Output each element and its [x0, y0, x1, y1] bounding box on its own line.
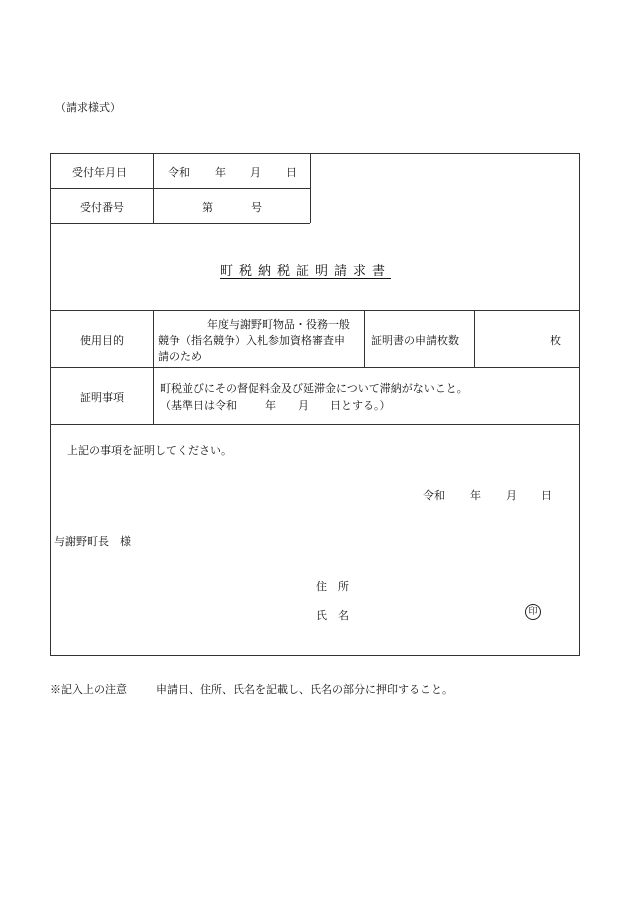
address-label: 住 所	[316, 580, 349, 593]
reception-date-label: 受付年月日	[72, 166, 127, 179]
reception-number-suffix: 号	[251, 201, 262, 214]
certification-line-2-year: 年	[265, 399, 276, 412]
reception-date-month: 月	[250, 166, 261, 179]
request-date-era: 令和	[423, 489, 445, 502]
purpose-line-2: 競争（指名競争）入札参加資格審査申	[158, 334, 345, 347]
purpose-label: 使用目的	[80, 334, 124, 347]
copies-label: 証明書の申請枚数	[371, 334, 459, 347]
request-date-day: 日	[541, 489, 552, 502]
reception-number-prefix: 第	[202, 201, 213, 214]
note-text: 申請日、住所、氏名を記載し、氏名の部分に押印すること。	[156, 683, 453, 696]
reception-date-year: 年	[215, 166, 226, 179]
note-label: ※記入上の注意	[50, 683, 127, 696]
certification-line-2-month: 月	[298, 399, 309, 412]
request-statement: 上記の事項を証明してください。	[67, 444, 232, 457]
seal-mark: 印	[525, 604, 541, 620]
addressee: 与謝野町長 様	[54, 535, 131, 548]
certification-line-1: 町税並びにその督促料金及び延滞金について滞納がないこと。	[160, 382, 468, 395]
request-date-month: 月	[506, 489, 517, 502]
request-date-year: 年	[470, 489, 481, 502]
copies-unit: 枚	[550, 334, 561, 347]
certification-line-2-prefix: （基準日は令和	[160, 399, 237, 412]
form-label: （請求様式）	[55, 101, 121, 114]
reception-date-era: 令和	[168, 166, 190, 179]
purpose-line-1: 年度与謝野町物品・役務一般	[207, 318, 350, 331]
certification-label: 証明事項	[80, 391, 124, 404]
name-label: 氏 名	[316, 609, 349, 622]
purpose-line-3: 請のため	[158, 350, 202, 363]
document-title: 町税納税証明請求書	[220, 264, 392, 279]
reception-number-label: 受付番号	[80, 201, 124, 214]
certification-line-2-day: 日とする。）	[330, 399, 391, 412]
reception-date-day: 日	[286, 166, 297, 179]
